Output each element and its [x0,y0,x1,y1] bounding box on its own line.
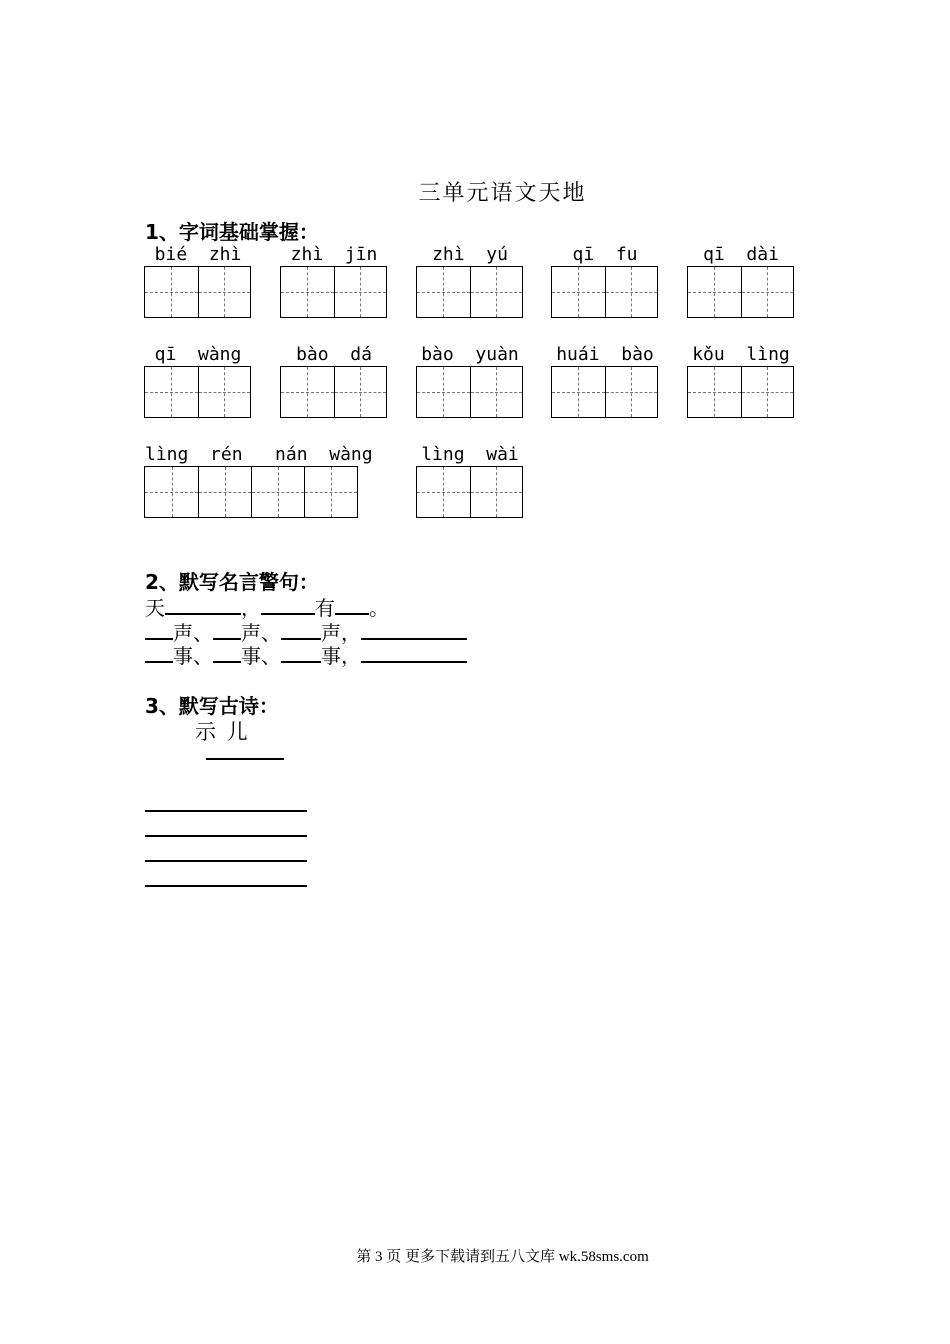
pinyin-label: qī dài [703,244,779,265]
pinyin-label: qī fu [572,244,638,265]
tianzige-box[interactable] [551,266,658,318]
tianzige-box[interactable] [280,366,387,418]
fill-blank[interactable] [281,641,321,663]
fill-blank[interactable] [213,618,241,640]
tianzige-box[interactable] [144,266,251,318]
tianzige-box[interactable] [144,366,251,418]
section2-heading: 2、默写名言警句： [145,570,319,594]
quote-text: 声、 [241,621,281,645]
fill-blank[interactable] [361,641,467,663]
tianzige-box[interactable] [280,266,387,318]
pinyin-label: lìng wài [421,444,519,465]
pinyin-label: bié zhì [154,244,242,265]
poem-line-blank[interactable] [145,860,307,862]
quote-text: 有 [315,596,335,620]
poem-line-blank[interactable] [145,885,307,887]
fill-blank[interactable] [361,618,467,640]
quote-text: 事、 [241,644,281,668]
pinyin-label: huái bào [556,344,654,365]
tianzige-box[interactable] [687,366,794,418]
quote-text: 声， [321,621,361,645]
tianzige-box[interactable] [687,266,794,318]
fill-blank[interactable] [281,618,321,640]
fill-blank[interactable] [335,593,369,615]
pinyin-label: kǒu lìng [692,344,790,365]
quote-text: 事、 [173,644,213,668]
author-blank[interactable] [206,758,284,760]
quote-text: ， [241,596,261,620]
poem-line-blank[interactable] [145,810,307,812]
page-title: 三单元语文天地 [418,181,587,206]
pinyin-label: zhì yú [432,244,508,265]
tianzige-box[interactable] [416,466,523,518]
section1-heading: 1、字词基础掌握： [145,220,319,244]
tianzige-box[interactable] [416,266,523,318]
pinyin-label: lìng rén nán wàng [145,444,373,465]
poem-title: 示 儿 [195,720,250,744]
quote-text: 声、 [173,621,213,645]
quote-line-3 [145,640,467,669]
quote-text: 。 [369,596,389,620]
pinyin-label: bào yuàn [421,344,519,365]
tianzige-box[interactable] [144,466,358,518]
fill-blank[interactable] [165,593,241,615]
fill-blank[interactable] [145,641,173,663]
fill-blank[interactable] [213,641,241,663]
section3-heading: 3、默写古诗： [145,694,279,718]
tianzige-box[interactable] [551,366,658,418]
quote-text: 事， [321,644,361,668]
pinyin-label: bào dá [296,344,372,365]
page-footer: 第 3 页 更多下载请到五八文库 wk.58sms.com [356,1249,649,1265]
pinyin-label: qī wàng [154,344,242,365]
quote-text: 天 [145,596,165,620]
poem-line-blank[interactable] [145,835,307,837]
fill-blank[interactable] [145,618,173,640]
pinyin-label: zhì jīn [290,244,378,265]
fill-blank[interactable] [261,593,315,615]
tianzige-box[interactable] [416,366,523,418]
